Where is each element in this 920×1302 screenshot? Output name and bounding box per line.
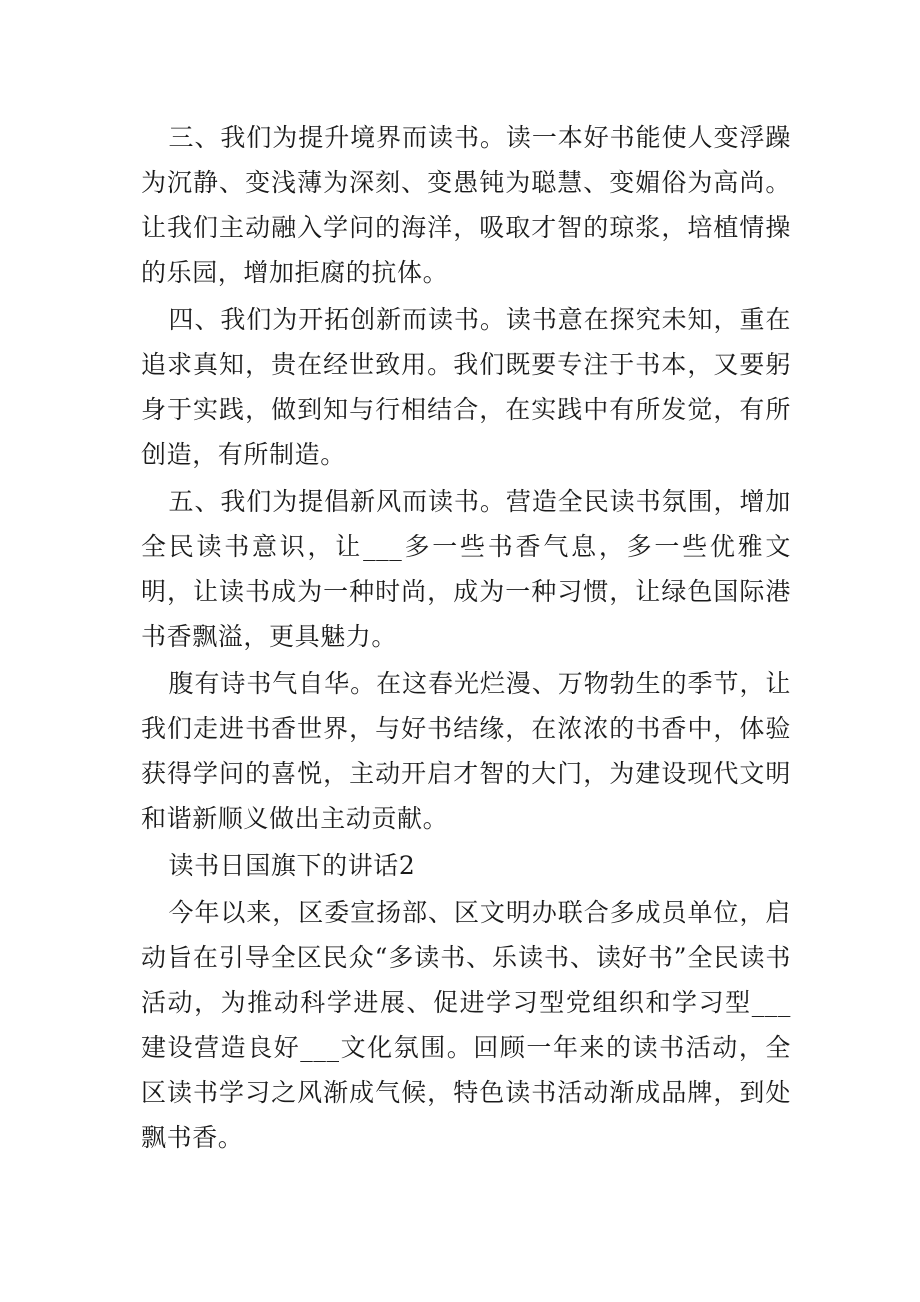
section-heading: 读书日国旗下的讲话2 xyxy=(168,851,416,880)
paragraph-four: 四、我们为开拓创新而读书。读书意在探究未知，重在追求真知，贵在经世致用。我们既要专注于书本，又要躬身于实践，做到知与行相结合，在实践中有所发觉，有所创造，有所制造。 xyxy=(141,305,791,469)
paragraph-intro-2: 今年以来，区委宣扬部、区文明办联合多成员单位，启动旨在引导全区民众“多读书、乐读书、读好书”全民读书活动，为推动科学进展、促进学习型党组织和学习型___建设营造良好___文化氛围。回顾一年来的读书活动，全区读书学习之风渐成气候，特色读书活动渐成品牌，到处飘书香。 xyxy=(141,898,791,1152)
paragraph-five: 五、我们为提倡新风而读书。营造全民读书氛围，增加全民读书意识，让___多一些书香气息，多一些优雅文明，让读书成为一种时尚，成为一种习惯，让绿色国际港书香飘溢，更具魅力。 xyxy=(141,487,791,651)
paragraph-conclusion: 腹有诗书气自华。在这春光烂漫、万物勃生的季节，让我们走进书香世界，与好书结缘，在浓浓的书香中，体验获得学问的喜悦，主动开启才智的大门，为建设现代文明和谐新顺义做出主动贡献。 xyxy=(141,669,791,833)
paragraph-three: 三、我们为提升境界而读书。读一本好书能使人变浮躁为沉静、变浅薄为深刻、变愚钝为聪慧、变媚俗为高尚。让我们主动融入学问的海洋，吸取才智的琼浆，培植情操的乐园，增加拒腐的抗体。 xyxy=(141,123,791,287)
document-body xyxy=(141,115,791,1162)
